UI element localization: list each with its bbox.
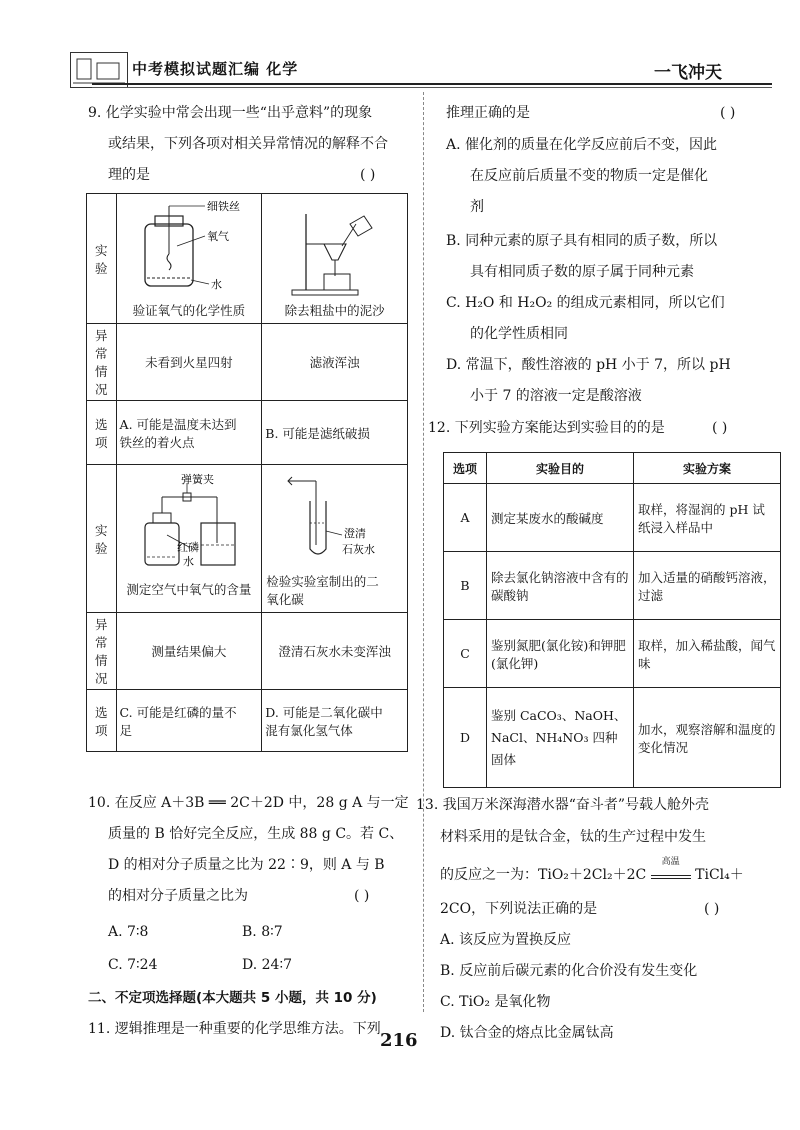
- table-row: [444, 484, 781, 552]
- q9-d-figure: [262, 465, 408, 613]
- iron-wire-oxygen-icon: [117, 194, 259, 304]
- filtration-apparatus-icon: [262, 194, 404, 304]
- page-number: 216: [380, 1030, 418, 1051]
- q10-option-b: B. 8∶7: [242, 924, 283, 940]
- q11-option-a-2: 在反应前后质量不变的物质一定是催化: [470, 168, 708, 184]
- table-row: [444, 552, 781, 620]
- q12-row-b-opt: B: [444, 552, 487, 620]
- q13-option-d: D. 钛合金的熔点比金属钛高: [440, 1025, 614, 1041]
- q10-line-2: 质量的 B 恰好完全反应，生成 88 g C。若 C、: [108, 826, 404, 842]
- q11-option-c-2: 的化学性质相同: [470, 326, 568, 342]
- q12-title: 12. 下列实验方案能达到实验目的的是: [428, 420, 665, 436]
- header-title: 中考模拟试题汇编 化学: [132, 60, 299, 78]
- q9-table: [86, 193, 408, 752]
- q11-option-b-2: 具有相同质子数的原子属于同种元素: [470, 264, 694, 280]
- q10-option-a: A. 7∶8: [108, 924, 149, 940]
- q9-a-figure: [116, 194, 262, 324]
- q11-option-a-1: A. 催化剂的质量在化学反应前后不变，因此: [446, 137, 718, 153]
- q12-header-option: 选项: [444, 453, 487, 484]
- q12-row-b-plan: 加入适量的硝酸钙溶液，过滤: [634, 552, 781, 620]
- q11-line-1: 11. 逻辑推理是一种重要的化学思维方法。下列: [88, 1021, 381, 1037]
- q11-option-c-1: C. H₂O 和 H₂O₂ 的组成元素相同，所以它们: [446, 295, 725, 311]
- q12-header-plan: 实验方案: [634, 453, 781, 484]
- q12-row-c-plan: 取样，加入稀盐酸，闻气味: [634, 620, 781, 688]
- row-label-abnormal-2: 异常 情况: [87, 613, 117, 690]
- label-water: 水: [210, 278, 222, 291]
- q10-line-3: D 的相对分子质量之比为 22∶9，则 A 与 B: [108, 857, 385, 873]
- q9-c-option: C. 可能是红磷的量不 足: [116, 690, 262, 752]
- q9-c-abnormal: 测量结果偏大: [116, 613, 262, 690]
- q10-answer-blank: ( ): [354, 888, 370, 904]
- table-row: [444, 688, 781, 788]
- row-label-experiment: 实验: [87, 194, 117, 324]
- q9-line-1: 9. 化学实验中常会出现一些“出乎意料”的现象: [88, 105, 373, 121]
- q11-option-b-1: B. 同种元素的原子具有相同的质子数，所以: [446, 233, 718, 249]
- reaction-arrow: [651, 857, 691, 879]
- q9-d-option: D. 可能是二氧化碳中 混有氯化氢气体: [262, 690, 408, 752]
- header-brand: 一飞冲天: [654, 63, 722, 83]
- q9-b-option: B. 可能是滤纸破损: [262, 401, 408, 465]
- q12-row-b-goal: 除去氯化钠溶液中含有的碳酸钠: [487, 552, 634, 620]
- q13-answer-blank: ( ): [704, 901, 720, 917]
- section-2-heading: 二、不定项选择题(本大题共 5 小题，共 10 分): [88, 990, 377, 1006]
- q13-option-a: A. 该反应为置换反应: [440, 932, 572, 948]
- q11-option-a-3: 剂: [470, 199, 484, 215]
- q11-line-2: 推理正确的是: [446, 105, 530, 121]
- row-label-option: 选项: [87, 401, 117, 465]
- column-divider: [423, 92, 424, 1012]
- q10-option-d: D. 24∶7: [242, 957, 292, 973]
- label-oxygen: 氧气: [206, 230, 229, 243]
- q10-line-1: 10. 在反应 A＋3B ══ 2C＋2D 中，28 g A 与一定: [88, 795, 409, 811]
- q11-option-d-2: 小于 7 的溶液一定是酸溶液: [470, 388, 642, 404]
- q9-b-figure: [262, 194, 408, 324]
- phosphorus-oxygen-apparatus-icon: [117, 473, 259, 577]
- q13-line-1: 13. 我国万米深海潜水器“奋斗者”号载人舱外壳: [416, 797, 710, 813]
- row-label-option-2: 选项: [87, 690, 117, 752]
- label-clear: 澄清: [344, 527, 367, 540]
- logo-icon: [71, 53, 127, 87]
- q13-line-3: 的反应之一为：TiO₂＋2Cl₂＋2C 高温 TiCl₄＋: [440, 857, 744, 883]
- q9-d-caption: 检验实验室制出的二 氧化碳: [266, 574, 379, 607]
- q12-row-d-opt: D: [444, 688, 487, 788]
- q13-option-b: B. 反应前后碳元素的化合价没有发生变化: [440, 963, 698, 979]
- q9-d-abnormal: 澄清石灰水未变浑浊: [262, 613, 408, 690]
- q12-row-c-opt: C: [444, 620, 487, 688]
- label-iron-wire: 细铁丝: [206, 200, 240, 213]
- reaction-condition: 高温: [661, 857, 680, 867]
- q10-option-c: C. 7∶24: [108, 957, 158, 973]
- q12-row-c-goal: 鉴别氮肥(氯化铵)和钾肥(氯化钾): [487, 620, 634, 688]
- q9-b-abnormal: 滤液浑浊: [262, 324, 408, 401]
- header-rule: [92, 83, 772, 85]
- q12-row-d-goal: 鉴别 CaCO₃、NaOH、NaCl、NH₄NO₃ 四种固体: [487, 688, 634, 788]
- row-label-experiment-2: 实验: [87, 465, 117, 613]
- q12-header-goal: 实验目的: [487, 453, 634, 484]
- q10-line-4: 的相对分子质量之比为: [108, 888, 248, 904]
- q9-a-caption: 验证氧气的化学性质: [132, 303, 246, 318]
- q11-answer-blank: ( ): [720, 105, 736, 121]
- q9-c-caption: 测定空气中氧气的含量: [126, 582, 252, 597]
- label-red-phosphorus: 红磷: [176, 541, 199, 554]
- label-limewater: 石灰水: [342, 543, 376, 556]
- q9-c-figure: [116, 465, 262, 613]
- q13-line-4: 2CO，下列说法正确的是: [440, 901, 598, 917]
- q12-answer-blank: ( ): [712, 420, 728, 436]
- q9-a-option: A. 可能是温度未达到 铁丝的着火点: [116, 401, 262, 465]
- q13-line-2: 材料采用的是钛合金，钛的生产过程中发生: [440, 829, 706, 845]
- label-spring-clamp: 弹簧夹: [180, 473, 214, 486]
- row-label-abnormal: 异常 情况: [87, 324, 117, 401]
- q11-option-d-1: D. 常温下，酸性溶液的 pH 小于 7，所以 pH: [446, 357, 731, 373]
- q9-a-abnormal: 未看到火星四射: [116, 324, 262, 401]
- q12-row-a-goal: 测定某废水的酸碱度: [487, 484, 634, 552]
- label-water-2: 水: [182, 555, 194, 568]
- header-rule-thin: [92, 87, 772, 88]
- q12-row-a-plan: 取样，将湿润的 pH 试纸浸入样品中: [634, 484, 781, 552]
- q9-line-2: 或结果，下列各项对相关异常情况的解释不合: [108, 136, 388, 152]
- q13-option-c: C. TiO₂ 是氧化物: [440, 994, 551, 1010]
- table-row: [444, 620, 781, 688]
- q9-answer-blank: ( ): [360, 167, 376, 183]
- q12-row-a-opt: A: [444, 484, 487, 552]
- q9-b-caption: 除去粗盐中的泥沙: [284, 303, 385, 318]
- q12-row-d-plan: 加水，观察溶解和温度的变化情况: [634, 688, 781, 788]
- limewater-test-icon: [262, 465, 404, 569]
- q12-table: [443, 452, 781, 788]
- q9-line-3: 理的是: [108, 167, 150, 183]
